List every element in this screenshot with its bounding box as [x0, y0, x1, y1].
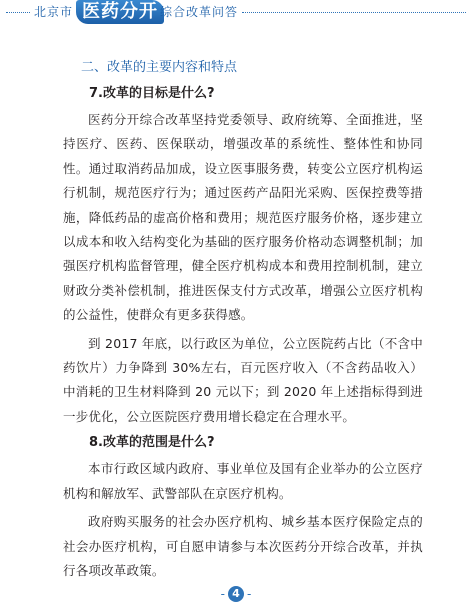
- section-title: 二、改革的主要内容和特点: [81, 60, 238, 75]
- page-header: [0, 0, 472, 36]
- header-city: 北京市: [34, 5, 74, 19]
- page-number: 4: [228, 586, 244, 602]
- header-subtitle: 综合改革问答: [160, 5, 239, 19]
- page-number-dash-right: -: [247, 587, 252, 601]
- page-number-dash-left: -: [220, 587, 225, 601]
- page-number-footer: [0, 586, 472, 602]
- main-content: [63, 58, 423, 583]
- question-8-answer-paragraph-2: 政府购买服务的社会办医疗机构、城乡基本医疗保险定点的社会办医疗机构，可自愿申请参与本次医药分开综合改革，并执行各项改革政策。: [63, 514, 423, 578]
- header-dotted-line-right: [242, 12, 466, 13]
- question-7-answer-paragraph-2: 到 2017 年底，以行政区为单位，公立医院药占比（不含中药饮片）力争降到 30%左右，百元医疗收入（不含药品收入）中消耗的卫生材料降到 20 元以下；到 2020 年上述指标得到进一步优化，公立医院医疗费用增长稳定在合理水平。: [63, 335, 423, 424]
- header-logo: 医药分开: [76, 0, 164, 24]
- question-8-answer-paragraph-1: 本市行政区域内政府、事业单位及国有企业举办的公立医疗机构和解放军、武警部队在京医疗机构。: [63, 461, 423, 501]
- question-7-heading: 7.改革的目标是什么?: [89, 86, 215, 101]
- header-dotted-line-left: [6, 12, 30, 13]
- question-7-answer-paragraph-1: 医药分开综合改革坚持党委领导、政府统筹、全面推进，坚持医疗、医药、医保联动，增强改革的系统性、整体性和协同性。通过取消药品加成，设立医事服务费，转变公立医疗机构运行机制，规范医疗行为；通过医药产品阳光采购、医保控费等措施，降低药品的虚高价格和费用；规范医疗服务价格，逐步建立以成本和收入结构变化为基础的医疗服务价格动态调整机制；加强医疗机构监督管理，健全医疗机构成本和费用控制机制，建立财政分类补偿机制，推进医保支付方式改革，增强公立医疗机构的公益性，使群众有更多获得感。: [63, 112, 423, 323]
- question-8-heading: 8.改革的范围是什么?: [89, 435, 215, 451]
